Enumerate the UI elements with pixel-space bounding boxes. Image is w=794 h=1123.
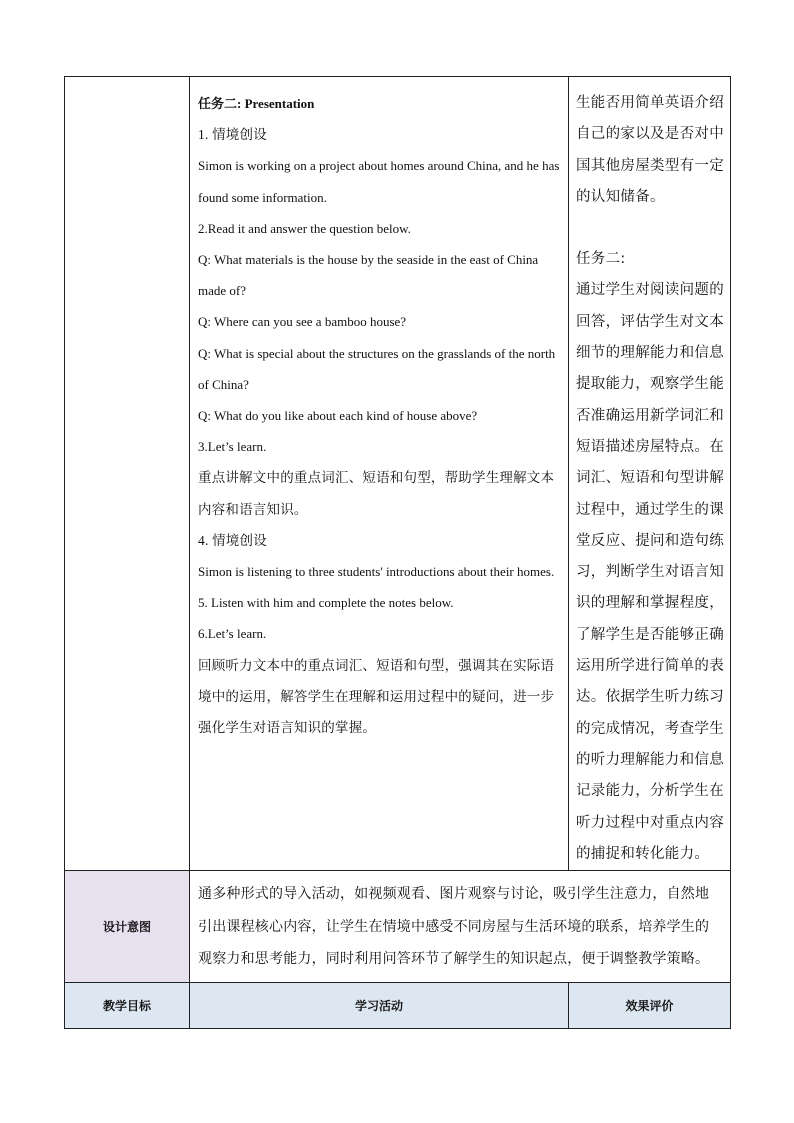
activity-line-9: 重点讲解文中的重点词汇、短语和句型，帮助学生理解文本内容和语言知识。: [198, 470, 555, 517]
evaluation-task-text: 通过学生对阅读问题的回答，评估学生对文本细节的理解能力和信息提取能力，观察学生能否准确运用新学词汇和短语描述房屋特点。在词汇、短语和句型讲解过程中，通过学生的课堂反应、提问和造句练习，判断学生对语言知识的理解和掌握程度，了解学生是否能够正确运用所学进行简单的表达。依据学生听力练习的完成情况，考查学生的听力理解能力和信息记录能力，分析学生在听力过程中对重点内容的捕捉和转化能力。: [576, 282, 724, 862]
activity-line-3: 2.Read it and answer the question below.: [198, 220, 411, 236]
activity-line-1: 1. 情境创设: [198, 127, 267, 143]
activity-line-5: Q: Where can you see a bamboo house?: [198, 314, 407, 330]
evaluation-task-label: 任务二:: [576, 251, 626, 268]
goal-cell: [65, 77, 190, 871]
activity-line-10: 4. 情境创设: [198, 532, 267, 548]
design-intent-row: [65, 871, 731, 983]
activity-row: [65, 77, 731, 871]
header-learning-activity: 学习活动: [190, 982, 569, 1028]
activity-line-14: 回顾听力文本中的重点词汇、短语和句型，强调其在实际语境中的运用，解答学生在理解和运用过程中的疑问，进一步强化学生对语言知识的掌握。: [198, 657, 555, 736]
activity-line-8: 3.Let’s learn.: [198, 439, 267, 455]
activity-line-6: Q: What is special about the structures on the grasslands of the north of China?: [198, 345, 556, 392]
activity-line-7: Q: What do you like about each kind of house above?: [198, 408, 478, 424]
task-title: 任务二: Presentation: [198, 96, 315, 111]
activity-line-11: Simon is listening to three students' introductions about their homes.: [198, 564, 555, 580]
evaluation-top-text: 生能否用简单英语介绍自己的家以及是否对中国其他房屋类型有一定的认知储备。: [576, 95, 724, 205]
activity-line-4: Q: What materials is the house by the seaside in the east of China made of?: [198, 252, 539, 299]
lesson-plan-table: [64, 76, 731, 1029]
design-intent-text: 通多种形式的导入活动，如视频观看、图片观察与讨论，吸引学生注意力，自然地引出课程核心内容，让学生在情境中感受不同房屋与生活环境的联系，培养学生的观察力和思考能力，同时利用问答环节了解学生的知识起点，便于调整教学策略。: [198, 886, 710, 968]
design-intent-cell: [190, 871, 731, 983]
activity-line-2: Simon is working on a project about homes around China, and he has found some information.: [198, 158, 560, 205]
evaluation-cell: [569, 77, 731, 871]
header-effect-evaluation: 效果评价: [569, 982, 731, 1028]
header-teaching-goal: 教学目标: [65, 982, 190, 1028]
column-header-row: [65, 982, 731, 1028]
activity-cell: [190, 77, 569, 871]
activity-line-13: 6.Let’s learn.: [198, 626, 267, 642]
design-intent-label: 设计意图: [65, 871, 190, 983]
activity-line-12: 5. Listen with him and complete the notes below.: [198, 595, 454, 611]
